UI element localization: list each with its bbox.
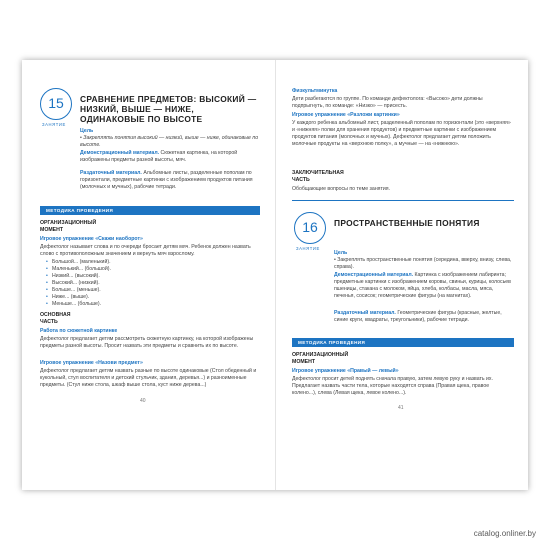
antonym-item: • Меньше... (больше). xyxy=(46,301,226,308)
antonym-item: • Ниже... (выше). xyxy=(46,294,226,301)
lesson-number-2: 16 xyxy=(302,219,318,235)
phys-text: Дети разбегаются по группе. По команде дефектолога: «Высоко» дети должны подпрыгнуть, по команде: «Низко» — присесть. xyxy=(292,96,483,109)
goal-text-2-value: Закреплять пространственные понятия (середина, вверху, внизу, слева, справа). xyxy=(334,257,512,270)
demo-text: Сюжетная картинка, на которой изображены предметы разной высоты, мяч. xyxy=(80,150,238,163)
right-page xyxy=(275,60,528,490)
antonym-item: • Низкий... (высокий). xyxy=(46,273,226,280)
method-band xyxy=(40,206,260,215)
final-text: Обобщающие вопросы по теме занятия. xyxy=(292,186,391,192)
goal-label-2: Цель xyxy=(334,250,348,256)
antonym-item: • Большой... (маленький). xyxy=(46,259,226,266)
work-title: Работа по сюжетной картинке xyxy=(40,328,118,334)
main-title-line2: ЧАСТЬ xyxy=(40,319,58,325)
method-band-label: МЕТОДИКА ПРОВЕДЕНИЯ xyxy=(46,207,114,213)
final-title-line2: ЧАСТЬ xyxy=(292,177,310,183)
game1-text: Дефектолог называет слова и по очереди бросает детям мяч. Ребенок должен назвать слово с противоположным значением и вернуть мяч взрослому. xyxy=(40,244,251,257)
game3-title: Игровое упражнение «Разложи картинки» xyxy=(292,112,400,118)
handout-material xyxy=(80,170,260,191)
page-number-left: 40 xyxy=(140,398,146,404)
antonym-item: • Высокий... (низкий). xyxy=(46,280,226,287)
org-title-2-line2: МОМЕНТ xyxy=(292,359,316,365)
org-title-line1: ОРГАНИЗАЦИОННЫЙ xyxy=(40,220,97,226)
handout-label-2: Раздаточный материал. xyxy=(334,310,396,316)
lesson-title-2: ПРОСТРАНСТВЕННЫЕ ПОНЯТИЯ xyxy=(334,218,480,228)
goal-text-2: • Закреплять пространственные понятия (середина, вверху, внизу, слева, справа). xyxy=(334,257,512,270)
antonym-item: • Больше... (меньше). xyxy=(46,287,226,294)
goal-text: • Закреплять понятия высокий — низкий, выше — ниже, одинаковые по высоте. xyxy=(80,135,259,148)
demo-material-2 xyxy=(334,272,514,300)
game3-text: У каждого ребенка альбомный лист, разделенный пополам по горизонтали (это «верхняя» и «нижняя» полки для хранения продуктов) и предметные картинки с изображением продуктов питания (молочных и мучных). Дефектолог предлагает детям положить молочные продукты на «верхнюю полку», а мучные — на «нижнюю». xyxy=(292,120,511,147)
lesson-number-badge-2 xyxy=(294,212,326,244)
left-page xyxy=(22,60,275,490)
lesson-word-2: ЗАНЯТИЕ xyxy=(296,246,320,251)
section-divider xyxy=(292,200,514,201)
org-title-2-line1: ОРГАНИЗАЦИОННЫЙ xyxy=(292,352,349,358)
demo-label-2: Демонстрационный материал. xyxy=(334,272,414,278)
watermark: catalog.onliner.by xyxy=(473,529,536,538)
goal-text-value: Закреплять понятия высокий — низкий, выше — ниже, одинаковые по высоте. xyxy=(80,135,259,148)
handout-text: Альбомные листы, разделенные пополам по горизонтали, предметные картинки с изображением продуктов питания (молочных и мучных), рабочие тетради. xyxy=(80,170,253,190)
game4-title: Игровое упражнение «Правый — левый» xyxy=(292,368,399,374)
game4-text: Дефектолог просит детей поднять сначала правую, затем левую руку и назвать их. Предлагает назвать части тела, которые находятся справа (Правая щека, правое колено...), слева (Левая щека, левое колено...). xyxy=(292,376,493,396)
antonym-item: • Маленький... (большой). xyxy=(46,266,226,273)
work-text: Дефектолог предлагает детям рассмотреть сюжетную картинку, на которой изображены предметы разной высоты. Просит назвать эти предметы и сравнить их по высоте. xyxy=(40,336,254,349)
method-band-2-label: МЕТОДИКА ПРОВЕДЕНИЯ xyxy=(298,339,366,345)
lesson-number: 15 xyxy=(48,95,64,111)
antonym-list xyxy=(46,259,226,308)
org-title-line2: МОМЕНТ xyxy=(40,227,64,233)
handout-label: Раздаточный материал. xyxy=(80,170,142,176)
game1-title: Игровое упражнение «Скажи наоборот» xyxy=(40,236,143,242)
goal-label: Цель xyxy=(80,128,94,134)
page-number-right: 41 xyxy=(398,405,404,411)
game2-title: Игровое упражнение «Назови предмет» xyxy=(40,360,143,366)
lesson-word: ЗАНЯТИЕ xyxy=(42,122,66,127)
main-title-line1: ОСНОВНАЯ xyxy=(40,312,71,318)
demo-label: Демонстрационный материал. xyxy=(80,150,160,156)
demo-text-2: Картинка с изображением лабиринта; предметные картинки с изображением коровы, свиньи, курицы, колосьев пшеницы, стакана с молоком, яйца, хлеба, колбасы, масла, мяса, печенья, сосисок; геометрические фигуры (на магнитах). xyxy=(334,272,511,299)
lesson-title: СРАВНЕНИЕ ПРЕДМЕТОВ: ВЫСОКИЙ — НИЗКИЙ, ВЫШЕ — НИЖЕ, ОДИНАКОВЫЕ ПО ВЫСОТЕ xyxy=(80,94,257,124)
method-band-2 xyxy=(292,338,514,347)
book-spread xyxy=(22,60,528,490)
handout-material-2 xyxy=(334,310,514,324)
final-title-line1: ЗАКЛЮЧИТЕЛЬНАЯ xyxy=(292,170,344,176)
demo-material xyxy=(80,150,260,164)
phys-title: Физкультминутка xyxy=(292,88,338,94)
lesson-number-badge xyxy=(40,88,72,120)
game2-text: Дефектолог предлагает детям назвать разные по высоте одинаковые (Стол обеденный и кукольный, стул воспитателя и детский стульчик, здания, деревья...) и разноименные предметы. (Стул ниже стола, шкаф выше стола, куст ниже дерева...) xyxy=(40,368,257,388)
handout-text-2: Геометрические фигуры (красные, желтые, синие круги, квадраты, треугольники), рабочие тетради. xyxy=(334,310,502,323)
